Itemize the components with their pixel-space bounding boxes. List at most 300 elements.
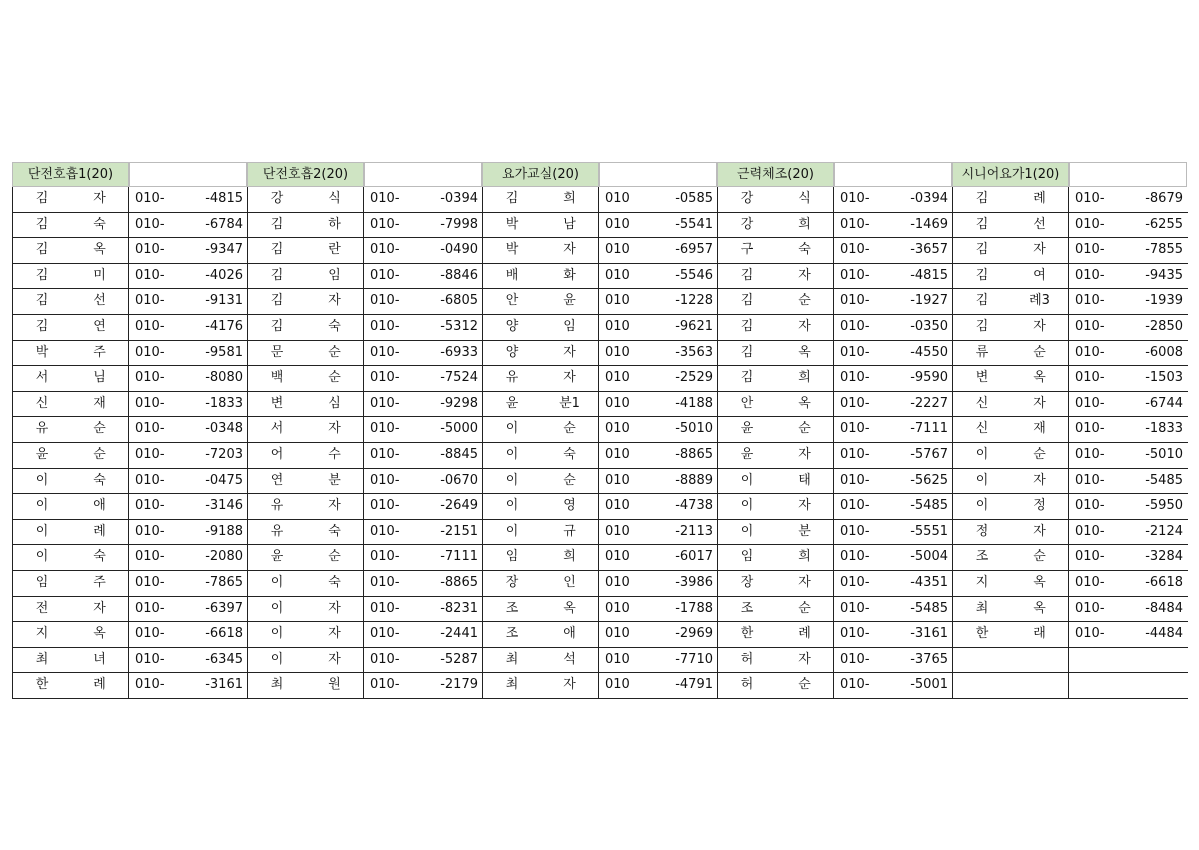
phone-suffix-cell[interactable]: -4815 [205,191,243,206]
given-name-cell[interactable]: 미 [71,264,129,289]
phone-prefix-cell[interactable]: 010- [840,549,870,565]
surname-cell[interactable]: 한 [35,677,49,693]
surname-cell[interactable]: 신 [975,395,989,411]
given-name-cell[interactable]: 숙 [541,443,599,468]
surname-cell[interactable]: 강 [270,191,284,206]
surname-cell[interactable]: 김 [975,191,989,206]
phone-suffix-cell[interactable]: -7111 [440,549,478,565]
phone-suffix-cell[interactable]: -5767 [910,446,948,462]
given-name-cell[interactable]: 자 [776,648,834,673]
surname-cell[interactable]: 김 [270,242,284,258]
phone-suffix-cell[interactable]: -8865 [440,574,478,590]
surname-cell[interactable]: 서 [35,370,49,386]
given-name-cell[interactable]: 숙 [71,469,129,494]
phone-prefix-cell[interactable]: 010- [370,574,400,590]
surname-cell[interactable]: 최 [505,651,519,667]
phone-prefix-cell[interactable]: 010- [135,421,165,437]
given-name-cell[interactable]: 인 [541,571,599,596]
given-name-cell[interactable]: 자 [306,597,364,622]
surname-cell[interactable]: 이 [505,523,519,539]
phone-suffix-cell[interactable]: -9131 [205,293,243,309]
given-name-cell[interactable] [1011,673,1069,698]
phone-suffix-cell[interactable]: -8484 [1145,600,1183,616]
phone-suffix-cell[interactable]: -0394 [910,191,948,206]
phone-suffix-cell[interactable]: -2179 [440,677,478,693]
given-name-cell[interactable]: 자 [1011,520,1069,545]
phone-prefix-cell[interactable]: 010- [1075,421,1105,437]
given-name-cell[interactable]: 례 [776,622,834,647]
phone-suffix-cell[interactable]: -3161 [205,677,243,693]
phone-suffix-cell[interactable]: -8231 [440,600,478,616]
phone-prefix-cell[interactable]: 010- [1075,370,1105,386]
phone-prefix-cell[interactable]: 010- [840,191,870,206]
surname-cell[interactable]: 최 [975,600,989,616]
phone-prefix-cell[interactable]: 010 [605,498,630,514]
surname-cell[interactable]: 김 [740,370,754,386]
surname-cell[interactable]: 윤 [740,421,754,437]
surname-cell[interactable]: 전 [35,600,49,616]
phone-suffix-cell[interactable]: -7855 [1145,242,1183,258]
surname-cell[interactable]: 김 [35,267,49,283]
given-name-cell[interactable]: 임 [541,315,599,340]
phone-prefix-cell[interactable]: 010- [370,626,400,642]
surname-cell[interactable]: 강 [740,216,754,232]
phone-prefix-cell[interactable]: 010- [840,600,870,616]
phone-suffix-cell[interactable]: -4176 [205,318,243,334]
phone-prefix-cell[interactable]: 010- [135,677,165,693]
surname-cell[interactable]: 이 [35,472,49,488]
surname-cell[interactable]: 유 [270,523,284,539]
phone-suffix-cell[interactable]: -6805 [440,293,478,309]
given-name-cell[interactable]: 영 [541,494,599,519]
surname-cell[interactable]: 김 [270,216,284,232]
given-name-cell[interactable]: 숙 [306,315,364,340]
phone-prefix-cell[interactable]: 010- [370,370,400,386]
phone-suffix-cell[interactable]: -8080 [205,370,243,386]
given-name-cell[interactable]: 태 [776,469,834,494]
surname-cell[interactable]: 신 [975,421,989,437]
phone-suffix-cell[interactable]: -5000 [440,421,478,437]
phone-prefix-cell[interactable]: 010- [1075,242,1105,258]
given-name-cell[interactable]: 옥 [71,622,129,647]
given-name-cell[interactable]: 옥 [71,238,129,263]
phone-suffix-cell[interactable]: -1939 [1145,293,1183,309]
phone-prefix-cell[interactable]: 010- [135,267,165,283]
given-name-cell[interactable]: 희 [776,366,834,391]
phone-suffix-cell[interactable]: -2850 [1145,318,1183,334]
surname-cell[interactable]: 어 [270,446,284,462]
phone-suffix-cell[interactable]: -1503 [1145,370,1183,386]
phone-prefix-cell[interactable] [1075,648,1125,673]
phone-suffix-cell[interactable]: -8846 [440,267,478,283]
phone-prefix-cell[interactable]: 010- [135,600,165,616]
phone-prefix-cell[interactable]: 010- [840,677,870,693]
surname-cell[interactable]: 조 [740,600,754,616]
phone-prefix-cell[interactable]: 010- [135,651,165,667]
phone-prefix-cell[interactable]: 010- [840,370,870,386]
given-name-cell[interactable]: 자 [776,264,834,289]
phone-suffix-cell[interactable]: -9581 [205,344,243,360]
surname-cell[interactable]: 김 [975,293,989,309]
surname-cell[interactable]: 조 [505,626,519,642]
given-name-cell[interactable]: 심 [306,392,364,417]
given-name-cell[interactable]: 윤 [541,289,599,314]
phone-suffix-cell[interactable]: -8679 [1145,191,1183,206]
given-name-cell[interactable]: 희 [776,213,834,238]
phone-prefix-cell[interactable]: 010- [135,370,165,386]
given-name-cell[interactable]: 자 [306,494,364,519]
surname-cell[interactable]: 문 [270,344,284,360]
phone-prefix-cell[interactable]: 010 [605,344,630,360]
given-name-cell[interactable]: 분 [776,520,834,545]
surname-cell[interactable]: 임 [740,549,754,565]
surname-cell[interactable]: 김 [270,318,284,334]
given-name-cell[interactable]: 례 [1011,187,1069,212]
phone-prefix-cell[interactable]: 010- [1075,446,1105,462]
phone-suffix-cell[interactable]: -6957 [675,242,713,258]
phone-prefix-cell[interactable]: 010 [605,191,630,206]
phone-prefix-cell[interactable]: 010- [370,600,400,616]
given-name-cell[interactable]: 자 [306,289,364,314]
given-name-cell[interactable]: 숙 [776,238,834,263]
phone-suffix-cell[interactable]: -0348 [205,421,243,437]
surname-cell[interactable]: 허 [740,651,754,667]
phone-suffix-cell[interactable]: -6008 [1145,344,1183,360]
phone-prefix-cell[interactable]: 010- [840,574,870,590]
given-name-cell[interactable]: 임 [306,264,364,289]
phone-prefix-cell[interactable]: 010- [135,216,165,232]
header-blank-cell[interactable] [129,162,247,187]
given-name-cell[interactable]: 자 [1011,315,1069,340]
phone-prefix-cell[interactable]: 010 [605,446,630,462]
phone-suffix-cell[interactable] [1125,648,1183,673]
given-name-cell[interactable]: 주 [71,571,129,596]
given-name-cell[interactable]: 옥 [1011,597,1069,622]
surname-cell[interactable]: 류 [975,344,989,360]
surname-cell[interactable]: 안 [740,395,754,411]
header-blank-cell[interactable] [1069,162,1187,187]
phone-suffix-cell[interactable]: -5950 [1145,498,1183,514]
phone-prefix-cell[interactable]: 010- [840,242,870,258]
phone-suffix-cell[interactable]: -5004 [910,549,948,565]
given-name-cell[interactable]: 순 [541,469,599,494]
surname-cell[interactable]: 강 [740,191,754,206]
surname-cell[interactable]: 이 [740,472,754,488]
phone-suffix-cell[interactable]: -0475 [205,472,243,488]
surname-cell[interactable]: 이 [505,446,519,462]
given-name-cell[interactable]: 하 [306,213,364,238]
phone-suffix-cell[interactable]: -0670 [440,472,478,488]
given-name-cell[interactable]: 님 [71,366,129,391]
surname-cell[interactable]: 연 [270,472,284,488]
phone-prefix-cell[interactable]: 010- [1075,498,1105,514]
given-name-cell[interactable]: 여 [1011,264,1069,289]
surname-cell[interactable]: 이 [35,549,49,565]
surname-cell[interactable]: 김 [740,267,754,283]
given-name-cell[interactable]: 순 [541,417,599,442]
given-name-cell[interactable]: 애 [541,622,599,647]
phone-prefix-cell[interactable]: 010 [605,267,630,283]
phone-suffix-cell[interactable]: -3657 [910,242,948,258]
given-name-cell[interactable]: 자 [776,571,834,596]
phone-suffix-cell[interactable]: -1833 [1145,421,1183,437]
phone-prefix-cell[interactable]: 010 [605,318,630,334]
phone-suffix-cell[interactable]: -2080 [205,549,243,565]
phone-prefix-cell[interactable]: 010- [135,574,165,590]
phone-prefix-cell[interactable]: 010- [840,446,870,462]
surname-cell[interactable]: 이 [35,523,49,539]
surname-cell[interactable]: 김 [270,293,284,309]
given-name-cell[interactable]: 화 [541,264,599,289]
given-name-cell[interactable]: 희 [776,545,834,570]
phone-prefix-cell[interactable]: 010- [1075,549,1105,565]
phone-prefix-cell[interactable]: 010- [135,395,165,411]
given-name-cell[interactable]: 희 [541,545,599,570]
phone-suffix-cell[interactable]: -6933 [440,344,478,360]
surname-cell[interactable]: 변 [975,370,989,386]
phone-prefix-cell[interactable]: 010 [605,549,630,565]
phone-suffix-cell[interactable]: -3986 [675,574,713,590]
class-title-cell[interactable]: 시니어요가1(20) [952,162,1069,187]
phone-prefix-cell[interactable]: 010- [135,446,165,462]
phone-prefix-cell[interactable]: 010- [370,242,400,258]
phone-prefix-cell[interactable]: 010- [840,344,870,360]
phone-suffix-cell[interactable]: -6017 [675,549,713,565]
phone-prefix-cell[interactable]: 010- [1075,191,1105,206]
phone-suffix-cell[interactable]: -5625 [910,472,948,488]
given-name-cell[interactable]: 정 [1011,494,1069,519]
given-name-cell[interactable]: 자 [1011,392,1069,417]
phone-prefix-cell[interactable]: 010- [840,216,870,232]
surname-cell[interactable]: 이 [270,626,284,642]
phone-prefix-cell[interactable]: 010- [840,395,870,411]
phone-suffix-cell[interactable]: -5485 [1145,472,1183,488]
given-name-cell[interactable]: 옥 [541,597,599,622]
phone-suffix-cell[interactable]: -7998 [440,216,478,232]
phone-prefix-cell[interactable]: 010- [840,293,870,309]
surname-cell[interactable]: 이 [740,523,754,539]
header-blank-cell[interactable] [599,162,717,187]
phone-suffix-cell[interactable]: -1833 [205,395,243,411]
phone-suffix-cell[interactable]: -3765 [910,651,948,667]
phone-prefix-cell[interactable]: 010- [135,498,165,514]
phone-suffix-cell[interactable]: -4738 [675,498,713,514]
given-name-cell[interactable]: 순 [1011,443,1069,468]
surname-cell[interactable]: 임 [35,574,49,590]
given-name-cell[interactable]: 자 [541,341,599,366]
surname-cell[interactable]: 이 [975,446,989,462]
phone-prefix-cell[interactable]: 010- [1075,574,1105,590]
surname-cell[interactable]: 장 [740,574,754,590]
given-name-cell[interactable]: 수 [306,443,364,468]
phone-suffix-cell[interactable]: -7865 [205,574,243,590]
given-name-cell[interactable]: 순 [776,597,834,622]
phone-prefix-cell[interactable]: 010- [1075,344,1105,360]
phone-suffix-cell[interactable]: -3563 [675,344,713,360]
surname-cell[interactable]: 배 [505,267,519,283]
phone-suffix-cell[interactable]: -2113 [675,523,713,539]
phone-prefix-cell[interactable]: 010- [370,395,400,411]
phone-prefix-cell[interactable]: 010- [840,421,870,437]
phone-prefix-cell[interactable]: 010 [605,395,630,411]
phone-prefix-cell[interactable]: 010- [840,626,870,642]
phone-suffix-cell[interactable]: -2151 [440,523,478,539]
phone-suffix-cell[interactable]: -7111 [910,421,948,437]
surname-cell[interactable]: 김 [35,318,49,334]
phone-suffix-cell[interactable]: -4815 [910,267,948,283]
surname-cell[interactable]: 허 [740,677,754,693]
given-name-cell[interactable]: 례3 [1011,289,1069,314]
given-name-cell[interactable]: 순 [306,341,364,366]
phone-prefix-cell[interactable]: 010- [1075,626,1105,642]
phone-prefix-cell[interactable]: 010- [370,344,400,360]
phone-suffix-cell[interactable]: -5551 [910,523,948,539]
surname-cell[interactable]: 박 [505,216,519,232]
phone-prefix-cell[interactable]: 010- [370,267,400,283]
phone-suffix-cell[interactable]: -5546 [675,267,713,283]
phone-prefix-cell[interactable]: 010- [135,344,165,360]
surname-cell[interactable] [953,648,1011,673]
surname-cell[interactable]: 구 [740,242,754,258]
phone-prefix-cell[interactable]: 010- [840,472,870,488]
surname-cell[interactable]: 최 [505,677,519,693]
phone-suffix-cell[interactable]: -9621 [675,318,713,334]
phone-prefix-cell[interactable]: 010 [605,472,630,488]
given-name-cell[interactable]: 옥 [776,392,834,417]
phone-prefix-cell[interactable]: 010- [370,549,400,565]
phone-suffix-cell[interactable]: -6744 [1145,395,1183,411]
phone-prefix-cell[interactable]: 010 [605,626,630,642]
phone-prefix-cell[interactable]: 010 [605,216,630,232]
given-name-cell[interactable]: 순 [776,417,834,442]
given-name-cell[interactable]: 옥 [1011,571,1069,596]
given-name-cell[interactable]: 례 [71,673,129,698]
phone-suffix-cell[interactable]: -5010 [675,421,713,437]
class-title-cell[interactable]: 요가교실(20) [482,162,599,187]
surname-cell[interactable]: 조 [505,600,519,616]
given-name-cell[interactable]: 분1 [541,392,599,417]
given-name-cell[interactable]: 옥 [776,341,834,366]
phone-suffix-cell[interactable]: -8845 [440,446,478,462]
surname-cell[interactable]: 이 [975,472,989,488]
surname-cell[interactable]: 김 [35,293,49,309]
given-name-cell[interactable]: 녀 [71,648,129,673]
header-blank-cell[interactable] [364,162,482,187]
phone-suffix-cell[interactable]: -9590 [910,370,948,386]
given-name-cell[interactable]: 례 [71,520,129,545]
phone-prefix-cell[interactable]: 010 [605,523,630,539]
phone-prefix-cell[interactable]: 010- [370,472,400,488]
phone-prefix-cell[interactable]: 010 [605,370,630,386]
surname-cell[interactable]: 이 [975,498,989,514]
phone-suffix-cell[interactable]: -7710 [675,651,713,667]
surname-cell[interactable]: 김 [35,216,49,232]
phone-suffix-cell[interactable]: -6784 [205,216,243,232]
given-name-cell[interactable]: 자 [1011,238,1069,263]
surname-cell[interactable]: 이 [35,498,49,514]
surname-cell[interactable]: 이 [270,600,284,616]
surname-cell[interactable]: 김 [740,293,754,309]
given-name-cell[interactable]: 주 [71,341,129,366]
phone-suffix-cell[interactable]: -0394 [440,191,478,206]
phone-prefix-cell[interactable]: 010- [135,472,165,488]
phone-prefix-cell[interactable]: 010 [605,651,630,667]
phone-suffix-cell[interactable]: -5287 [440,651,478,667]
phone-suffix-cell[interactable]: -5485 [910,498,948,514]
phone-suffix-cell[interactable]: -7524 [440,370,478,386]
phone-prefix-cell[interactable]: 010- [370,318,400,334]
phone-suffix-cell[interactable]: -4791 [675,677,713,693]
given-name-cell[interactable]: 자 [306,648,364,673]
phone-suffix-cell[interactable]: -5541 [675,216,713,232]
given-name-cell[interactable]: 숙 [71,545,129,570]
given-name-cell[interactable]: 선 [1011,213,1069,238]
phone-prefix-cell[interactable]: 010 [605,574,630,590]
phone-suffix-cell[interactable]: -8889 [675,472,713,488]
surname-cell[interactable]: 김 [975,242,989,258]
surname-cell[interactable]: 이 [270,651,284,667]
surname-cell[interactable]: 한 [975,626,989,642]
header-blank-cell[interactable] [834,162,952,187]
phone-suffix-cell[interactable]: -2124 [1145,523,1183,539]
surname-cell[interactable]: 김 [35,191,49,206]
surname-cell[interactable]: 정 [975,523,989,539]
phone-suffix-cell[interactable] [1125,673,1183,698]
phone-suffix-cell[interactable]: -3146 [205,498,243,514]
phone-prefix-cell[interactable]: 010- [135,523,165,539]
surname-cell[interactable]: 한 [740,626,754,642]
phone-prefix-cell[interactable]: 010- [1075,600,1105,616]
phone-prefix-cell[interactable]: 010- [370,446,400,462]
surname-cell[interactable]: 장 [505,574,519,590]
phone-suffix-cell[interactable]: -0490 [440,242,478,258]
given-name-cell[interactable]: 원 [306,673,364,698]
phone-suffix-cell[interactable]: -8865 [675,446,713,462]
surname-cell[interactable]: 조 [975,549,989,565]
given-name-cell[interactable]: 순 [306,545,364,570]
given-name-cell[interactable]: 자 [306,622,364,647]
surname-cell[interactable]: 김 [975,216,989,232]
given-name-cell[interactable] [1011,648,1069,673]
phone-prefix-cell[interactable]: 010- [370,498,400,514]
given-name-cell[interactable]: 순 [776,289,834,314]
given-name-cell[interactable]: 자 [1011,469,1069,494]
phone-prefix-cell[interactable]: 010- [135,293,165,309]
phone-prefix-cell[interactable]: 010 [605,677,630,693]
surname-cell[interactable]: 윤 [35,446,49,462]
given-name-cell[interactable]: 순 [306,366,364,391]
phone-prefix-cell[interactable]: 010- [370,191,400,206]
surname-cell[interactable]: 박 [505,242,519,258]
phone-prefix-cell[interactable]: 010- [370,216,400,232]
phone-suffix-cell[interactable]: -6345 [205,651,243,667]
phone-suffix-cell[interactable]: -9347 [205,242,243,258]
given-name-cell[interactable]: 순 [1011,341,1069,366]
surname-cell[interactable]: 유 [35,421,49,437]
surname-cell[interactable]: 박 [35,344,49,360]
given-name-cell[interactable]: 규 [541,520,599,545]
given-name-cell[interactable]: 순 [71,443,129,468]
surname-cell[interactable]: 이 [505,498,519,514]
phone-suffix-cell[interactable]: -2649 [440,498,478,514]
phone-prefix-cell[interactable]: 010- [135,549,165,565]
surname-cell[interactable]: 김 [740,344,754,360]
phone-prefix-cell[interactable]: 010- [135,191,165,206]
surname-cell[interactable]: 임 [505,549,519,565]
phone-prefix-cell[interactable]: 010 [605,421,630,437]
phone-prefix-cell[interactable]: 010- [840,523,870,539]
given-name-cell[interactable]: 남 [541,213,599,238]
